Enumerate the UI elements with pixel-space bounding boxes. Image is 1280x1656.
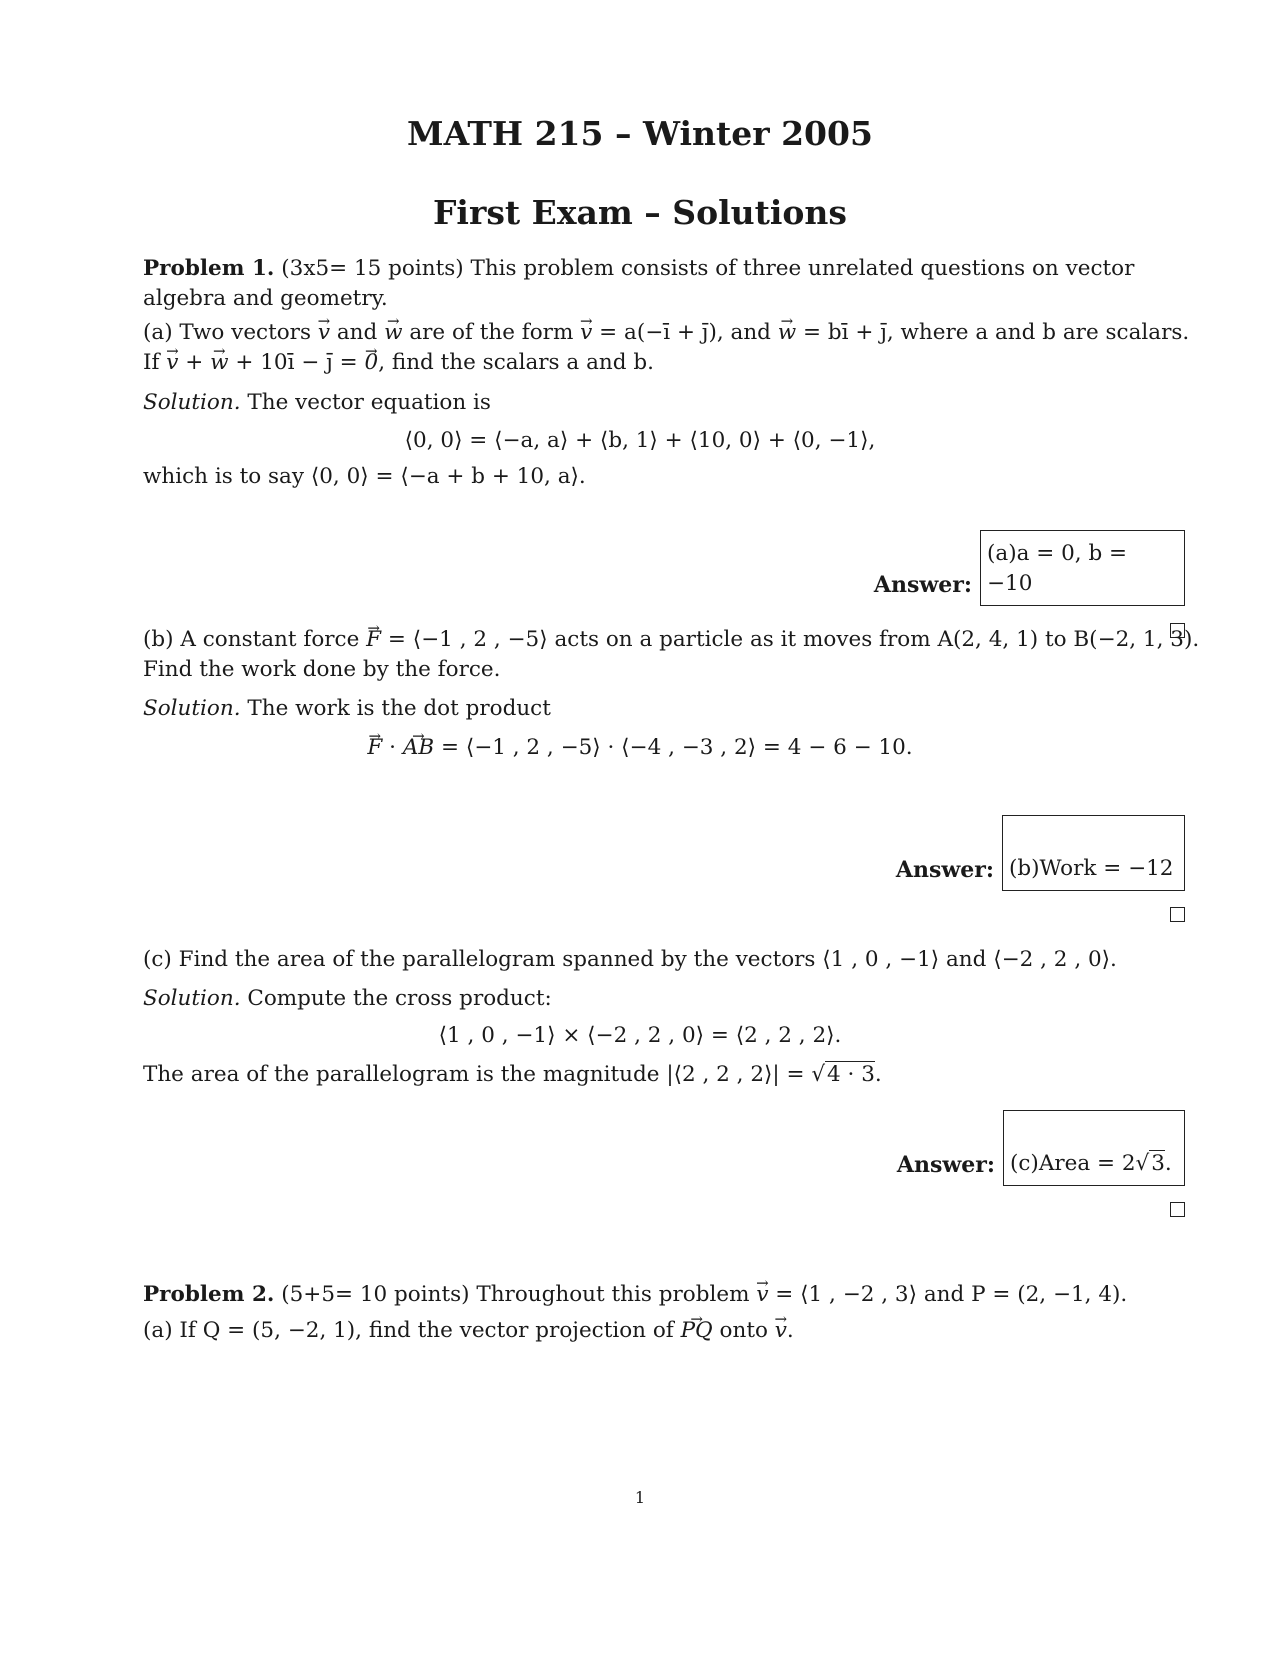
- vector-v: → v: [318, 320, 330, 345]
- vector-w: → w: [778, 320, 796, 345]
- sqrt-expression: √4 · 3: [811, 1062, 875, 1087]
- problem1-intro-text: (3x5= 15 points) This problem consists of three unrelated questions on vector algebra and geometry.: [143, 256, 1135, 311]
- answer-label: Answer:: [895, 857, 994, 883]
- problem1a-solution: Solution. The vector equation is: [143, 390, 491, 415]
- vector-F: → F: [366, 627, 381, 652]
- problem2-intro: Problem 2. (5+5= 10 points) Throughout this problem → v = ⟨1 , −2 , 3⟩ and P = (2, −1, 4).: [143, 1282, 1127, 1307]
- problem1-intro: [143, 254, 1191, 314]
- problem1a-answer: [874, 530, 1185, 606]
- answer-box: (a)a = 0, b = −10: [980, 530, 1185, 606]
- problem1c-solution: Solution. Compute the cross product:: [143, 986, 552, 1011]
- problem1b-answer: [896, 815, 1185, 891]
- vector-v: → v: [756, 1282, 768, 1307]
- problem1c-question: (c) Find the area of the parallelogram spanned by the vectors ⟨1 , 0 , −1⟩ and ⟨−2 , 2 , 0⟩.: [143, 947, 1117, 972]
- problem1a-conclusion: which is to say ⟨0, 0⟩ = ⟨−a + b + 10, a⟩.: [143, 464, 586, 489]
- problem1-label: Problem 1.: [143, 256, 275, 281]
- problem1b-question-line2: Find the work done by the force.: [143, 657, 501, 682]
- sqrt-icon: √: [1135, 1151, 1150, 1176]
- answer-label: Answer:: [896, 1152, 995, 1178]
- vector-F: → F: [367, 735, 382, 760]
- vector-w: → w: [210, 350, 228, 375]
- problem1c-conclusion: The area of the parallelogram is the magnitude |⟨2 , 2 , 2⟩| = √4 · 3.: [143, 1062, 882, 1087]
- problem1a-question-line1: (a) Two vectors → v and → w are of the form → v = a(−ī + j̄), and → w = bī + j̄, where a and b are scalars.: [143, 320, 1189, 345]
- vector-v: → v: [775, 1318, 787, 1343]
- problem2-label: Problem 2.: [143, 1282, 275, 1307]
- vector-PQ: → PQ: [681, 1318, 713, 1343]
- sqrt-expression: √3: [1135, 1151, 1165, 1176]
- qed-square-icon: [1170, 1202, 1185, 1217]
- page-title: MATH 215 – Winter 2005: [407, 114, 873, 153]
- sqrt-icon: √: [811, 1062, 826, 1087]
- solution-label: Solution.: [143, 390, 241, 415]
- solution-label: Solution.: [143, 696, 241, 721]
- problem2a-question: (a) If Q = (5, −2, 1), find the vector projection of → PQ onto → v.: [143, 1318, 794, 1343]
- answer-box: (c)Area = 2 √3 .: [1003, 1110, 1185, 1186]
- vector-v: → v: [166, 350, 178, 375]
- problem1a-question-line2: If → v + → w + 10ī − j̄ = → 0, find the scalars a and b.: [143, 350, 654, 375]
- problem1b-question-line1: (b) A constant force → F = ⟨−1 , 2 , −5⟩ acts on a particle as it moves from A(2, 4, 1) to B(−2, 1, 3).: [143, 627, 1199, 652]
- problem1a-equation: ⟨0, 0⟩ = ⟨−a, a⟩ + ⟨b, 1⟩ + ⟨10, 0⟩ + ⟨0, −1⟩,: [404, 428, 876, 453]
- answer-label: Answer:: [873, 572, 972, 598]
- answer-box: (b)Work = −12: [1002, 815, 1185, 891]
- vector-zero: → 0: [365, 350, 379, 375]
- vector-v: → v: [580, 320, 592, 345]
- vector-w: → w: [384, 320, 402, 345]
- problem1c-equation: ⟨1 , 0 , −1⟩ × ⟨−2 , 2 , 0⟩ = ⟨2 , 2 , 2⟩.: [438, 1023, 842, 1048]
- problem1c-answer: [897, 1110, 1185, 1186]
- problem1b-solution: Solution. The work is the dot product: [143, 696, 551, 721]
- solution-label: Solution.: [143, 986, 241, 1011]
- page-number: 1: [634, 1488, 646, 1507]
- qed-square-icon: [1170, 907, 1185, 922]
- vector-AB: → AB: [403, 735, 434, 760]
- problem1b-equation: → F · → AB = ⟨−1 , 2 , −5⟩ · ⟨−4 , −3 , 2⟩ = 4 − 6 − 10.: [0, 735, 1280, 760]
- page-subtitle: First Exam – Solutions: [433, 193, 847, 232]
